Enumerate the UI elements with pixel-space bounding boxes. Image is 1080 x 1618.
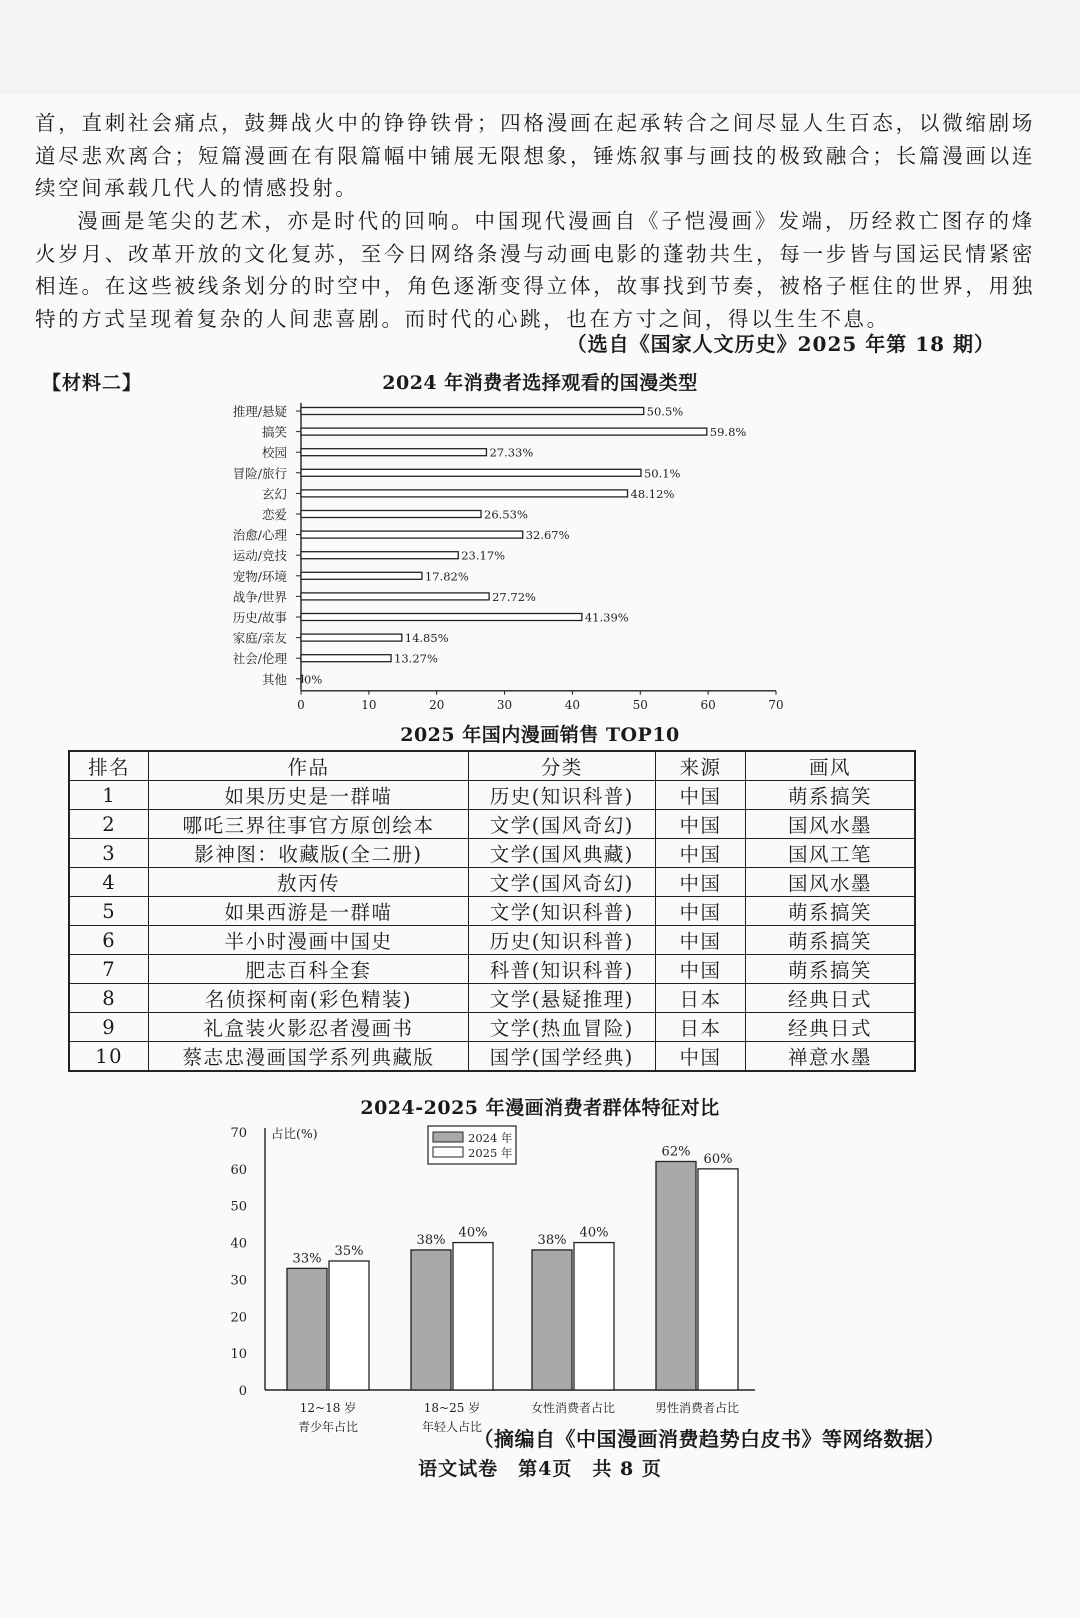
cell-category: 文学(知识科普) <box>468 897 656 926</box>
category-label: 搞笑 <box>261 424 287 440</box>
value-label: 59.8% <box>709 425 747 440</box>
value-label: 23.17% <box>461 548 506 563</box>
category-label: 12~18 岁 <box>299 1401 357 1415</box>
paragraph-2 <box>35 205 1035 335</box>
cell-origin: 中国 <box>656 810 746 839</box>
paragraph-1: 首，直刺社会痛点，鼓舞战火中的铮铮铁骨；四格漫画在起承转合之间尽显人生百态，以微缩剧场道尽悲欢离合；短篇漫画在有限篇幅中铺展无限想象，锤炼叙事与画技的极致融合；长篇漫画以连续空间承载几代人的情感投射。 <box>35 111 1035 200</box>
bar-value-label: 40% <box>579 1225 609 1241</box>
value-label: 27.33% <box>489 445 534 460</box>
cell-rank: 10 <box>69 1042 149 1072</box>
cell-origin: 中国 <box>656 955 746 984</box>
page-footer: 语文试卷 第4页 共 8 页 <box>418 1458 662 1480</box>
category-label: 恋爱 <box>261 507 287 522</box>
chart1-title: 2024 年消费者选择观看的国漫类型 <box>382 372 698 394</box>
bar <box>301 449 486 456</box>
cell-style: 国风工笔 <box>745 839 915 868</box>
table-row <box>69 984 915 1013</box>
category-label: 冒险/旅行 <box>232 465 287 481</box>
bar <box>301 531 523 538</box>
bar-value-label: 35% <box>334 1244 364 1259</box>
material-label: 【材料二】 <box>42 372 143 394</box>
category-label: 男性消费者占比 <box>654 1401 740 1415</box>
sales-top10-table <box>68 750 916 1072</box>
table-row <box>69 868 915 897</box>
cell-origin: 中国 <box>656 839 746 868</box>
bar <box>301 572 422 579</box>
bar <box>656 1161 696 1390</box>
cell-style: 禅意水墨 <box>745 1042 915 1072</box>
cell-category: 文学(悬疑推理) <box>468 984 656 1013</box>
cell-category: 文学(热血冒险) <box>468 1013 656 1042</box>
y-tick-label: 50 <box>230 1199 247 1215</box>
cell-category: 历史(知识科普) <box>468 926 656 955</box>
table-row <box>69 781 915 810</box>
cell-rank: 2 <box>69 810 149 839</box>
cell-rank: 7 <box>69 955 149 984</box>
category-label: 家庭/亲友 <box>232 630 287 646</box>
x-tick-label: 60 <box>700 697 716 712</box>
value-label: 41.39% <box>584 610 629 625</box>
bar <box>301 552 458 559</box>
cell-style: 国风水墨 <box>745 810 915 839</box>
cell-category: 文学(国风奇幻) <box>468 810 656 839</box>
cell-rank: 5 <box>69 897 149 926</box>
value-label: 50.1% <box>643 466 681 481</box>
bar <box>301 408 644 415</box>
cell-origin: 日本 <box>656 1013 746 1042</box>
category-label: 社会/伦理 <box>232 651 287 667</box>
cell-work: 如果西游是一群喵 <box>149 897 468 926</box>
bar <box>411 1250 451 1390</box>
cell-origin: 中国 <box>656 781 746 810</box>
legend-label: 2024 年 <box>468 1131 513 1145</box>
cell-origin: 中国 <box>656 1042 746 1072</box>
value-label: 26.53% <box>484 507 528 522</box>
cell-category: 历史(知识科普) <box>468 781 656 810</box>
bar <box>301 428 707 435</box>
bar <box>301 634 402 641</box>
cell-work: 敖丙传 <box>149 868 468 897</box>
y-tick-label: 70 <box>230 1126 247 1141</box>
source-citation-2: （摘编自《中国漫画消费趋势白皮书》等网络数据） <box>473 1427 945 1451</box>
cell-style: 国风水墨 <box>745 868 915 897</box>
x-tick-label: 70 <box>768 697 784 712</box>
y-tick-label: 40 <box>230 1236 247 1252</box>
bar <box>301 593 489 600</box>
cell-origin: 中国 <box>656 868 746 897</box>
cell-rank: 1 <box>69 781 149 810</box>
table-row <box>69 897 915 926</box>
category-label: 玄幻 <box>261 486 287 502</box>
y-tick-label: 0 <box>238 1384 247 1399</box>
cell-origin: 中国 <box>656 897 746 926</box>
header-work: 作品 <box>149 751 468 781</box>
category-label: 18~25 岁 <box>423 1401 481 1415</box>
table-row <box>69 955 915 984</box>
top-margin <box>0 0 1080 95</box>
legend-swatch <box>433 1132 463 1142</box>
cell-rank: 9 <box>69 1013 149 1042</box>
bar-value-label: 38% <box>537 1232 567 1248</box>
category-label: 青少年占比 <box>297 1420 359 1434</box>
cell-origin: 中国 <box>656 926 746 955</box>
cell-work: 蔡志忠漫画国学系列典藏版 <box>149 1042 468 1072</box>
x-tick-label: 20 <box>429 697 445 712</box>
category-label: 历史/故事 <box>232 610 287 625</box>
header-origin: 来源 <box>656 751 746 781</box>
bar <box>301 511 481 518</box>
value-label: 13.27% <box>394 651 438 666</box>
bar <box>453 1243 493 1390</box>
bar <box>698 1169 738 1390</box>
source-citation-1: （选自《国家人文历史》2025 年第 18 期） <box>566 332 995 356</box>
category-label: 推理/悬疑 <box>232 404 287 419</box>
bar <box>532 1250 572 1390</box>
cell-style: 经典日式 <box>745 984 915 1013</box>
consumer-group-bar-chart <box>0 1120 1080 1440</box>
header-style: 画风 <box>745 751 915 781</box>
category-label: 其他 <box>261 671 287 687</box>
table-row <box>69 1013 915 1042</box>
bar <box>574 1243 614 1390</box>
cell-style: 萌系搞笑 <box>745 955 915 984</box>
cell-work: 影神图：收藏版(全二册) <box>149 839 468 868</box>
cell-rank: 6 <box>69 926 149 955</box>
table-title: 2025 年国内漫画销售 TOP10 <box>400 724 680 746</box>
table-row <box>69 926 915 955</box>
category-label: 治愈/心理 <box>232 527 287 543</box>
cell-category: 文学(国风典藏) <box>468 839 656 868</box>
cell-work: 肥志百科全套 <box>149 955 468 984</box>
bar <box>287 1268 327 1390</box>
category-label: 战争/世界 <box>232 589 287 605</box>
genre-bar-chart <box>0 395 1080 715</box>
x-tick-label: 0 <box>297 697 305 712</box>
category-label: 校园 <box>261 445 287 461</box>
x-tick-label: 40 <box>564 697 581 712</box>
cell-work: 哪吒三界往事官方原创绘本 <box>149 810 468 839</box>
cell-work: 半小时漫画中国史 <box>149 926 468 955</box>
bar <box>301 675 303 682</box>
value-label: 48.12% <box>630 486 675 501</box>
value-label: 17.82% <box>424 569 469 584</box>
value-label: 14.85% <box>404 631 449 646</box>
y-tick-label: 60 <box>230 1162 247 1178</box>
cell-style: 萌系搞笑 <box>745 926 915 955</box>
legend-label: 2025 年 <box>468 1146 513 1160</box>
header-category: 分类 <box>468 751 656 781</box>
table-row <box>69 1042 915 1072</box>
bar <box>301 490 628 497</box>
legend-swatch <box>433 1147 463 1157</box>
x-tick-label: 50 <box>632 697 648 712</box>
y-axis-label: 占比(%) <box>271 1126 318 1141</box>
category-label: 运动/竞技 <box>232 548 287 564</box>
bar <box>301 469 641 476</box>
category-label: 女性消费者占比 <box>530 1401 616 1415</box>
bar-value-label: 60% <box>703 1151 733 1167</box>
cell-category: 国学(国学经典) <box>468 1042 656 1072</box>
cell-style: 萌系搞笑 <box>745 781 915 810</box>
chart2-title: 2024-2025 年漫画消费者群体特征对比 <box>360 1097 720 1119</box>
paragraph-2-text: 漫画是笔尖的艺术，亦是时代的回响。中国现代漫画自《子恺漫画》发端，历经救亡图存的烽火岁月、改革开放的文化复苏，至今日网络条漫与动画电影的蓬勃共生，每一步皆与国运民情紧密相连。在这些被线条划分的时空中，角色逐渐变得立体，故事找到节奏，被格子框住的世界，用独特的方式呈现着复杂的人间悲喜剧。而时代的心跳，也在方寸之间，得以生生不息。 <box>35 209 1035 331</box>
table-row <box>69 839 915 868</box>
x-tick-label: 10 <box>361 697 377 712</box>
value-label: 0% <box>304 672 323 687</box>
header-rank: 排名 <box>69 751 149 781</box>
cell-origin: 日本 <box>656 984 746 1013</box>
category-label: 宠物/环境 <box>232 568 287 584</box>
cell-rank: 3 <box>69 839 149 868</box>
bar-value-label: 33% <box>292 1251 322 1267</box>
cell-rank: 4 <box>69 868 149 897</box>
y-tick-label: 30 <box>230 1273 247 1289</box>
value-label: 32.67% <box>525 528 570 543</box>
value-label: 27.72% <box>492 589 536 604</box>
bar-value-label: 40% <box>458 1225 488 1241</box>
table-header-row <box>69 751 915 781</box>
cell-style: 经典日式 <box>745 1013 915 1042</box>
cell-style: 萌系搞笑 <box>745 897 915 926</box>
cell-rank: 8 <box>69 984 149 1013</box>
bar <box>301 655 391 662</box>
bar-value-label: 62% <box>661 1144 691 1160</box>
bar-value-label: 38% <box>416 1232 446 1248</box>
value-label: 50.5% <box>646 404 684 419</box>
cell-work: 如果历史是一群喵 <box>149 781 468 810</box>
bar <box>329 1261 369 1390</box>
cell-category: 科普(知识科普) <box>468 955 656 984</box>
x-tick-label: 30 <box>496 697 513 712</box>
y-tick-label: 20 <box>230 1310 247 1326</box>
y-tick-label: 10 <box>230 1347 247 1363</box>
table-row <box>69 810 915 839</box>
cell-work: 礼盒装火影忍者漫画书 <box>149 1013 468 1042</box>
cell-work: 名侦探柯南(彩色精装) <box>149 984 468 1013</box>
category-label: 年轻人占比 <box>421 1420 483 1434</box>
cell-category: 文学(国风奇幻) <box>468 868 656 897</box>
bar <box>301 614 582 621</box>
